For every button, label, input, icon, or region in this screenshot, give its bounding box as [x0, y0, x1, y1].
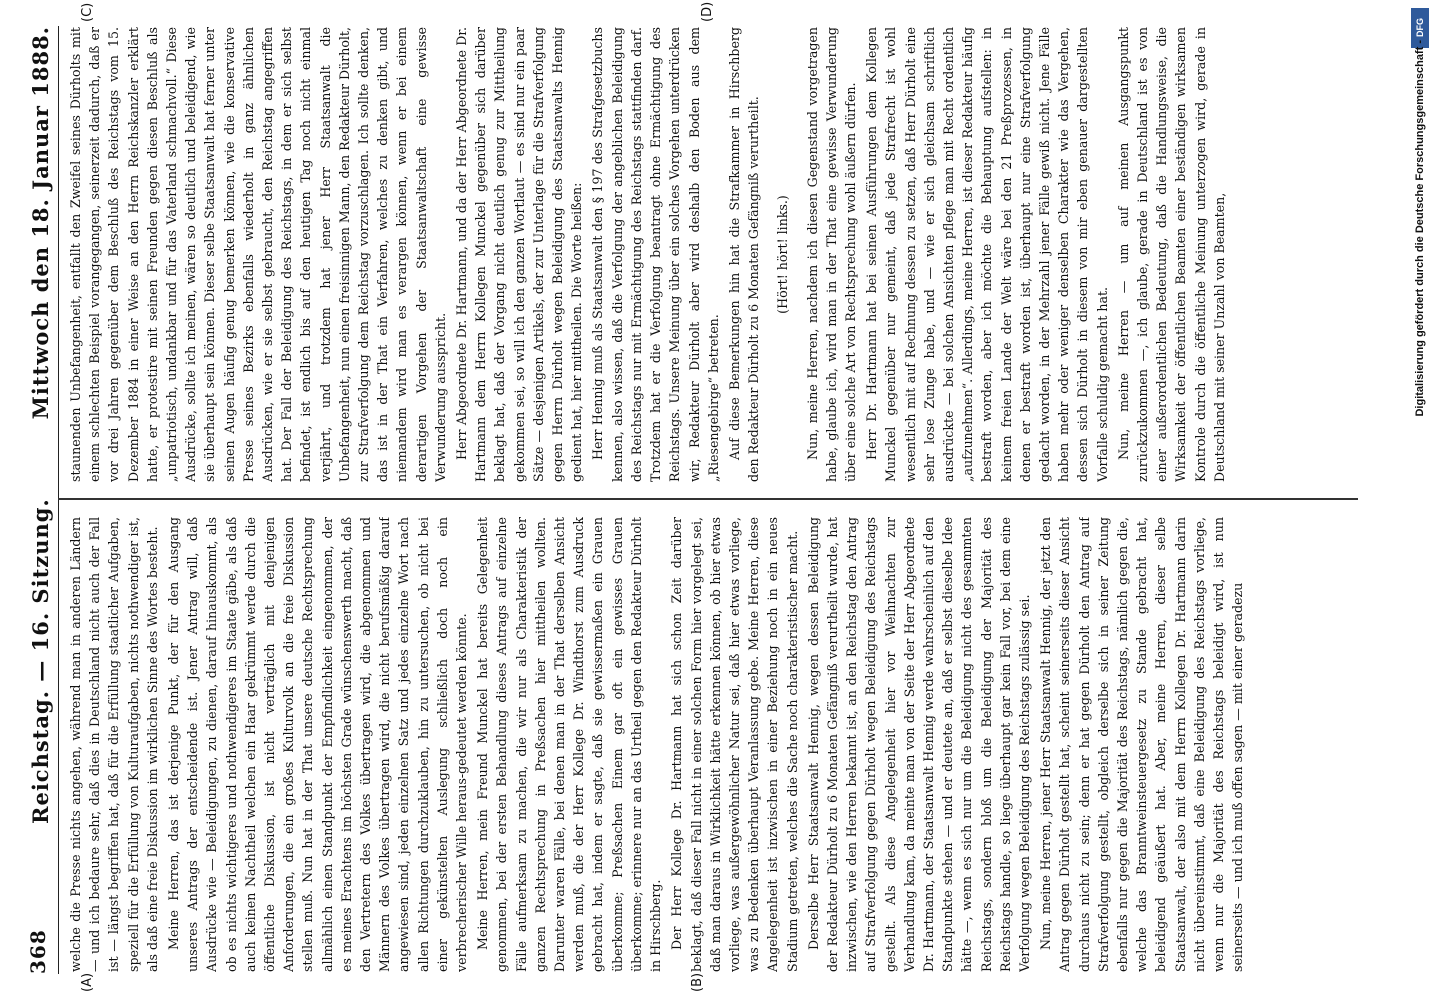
interjection: (Hört! hört! links.)	[775, 195, 791, 314]
paragraph: Meine Herren, das ist derjenige Punkt, der für den Ausgang unseres Antrags der entscheidende ist. Jener Antrag will, daß Ausdrücke wie — Beleidigungen, zu dienen, darauf hinauskommt, als ob es nichts wichtigeres und nothwendigeres im Staate gäbe, als daß auch keinen Nachtheil welchen ein Haar gekrümmt werde durch die öffentliche Diskussion, ist nicht verträglich mit denjenigen Anforderungen, die ein großes Kulturvolk an die freie Diskussion stellen muß. Nun hat in der That unsere deutsche Rechtsprechung allmählich einen Standpunkt der Empfindlichkeit eingenommen, der es meines Erachtens im höchsten Grade wünschenswerth macht, daß den Vertretern des Volkes übertragen wird, die abgenommen und Männern des Volkes übertragen wird, die nicht berufsmäßig darauf angewiesen sind, jeden einzelnen Satz und jedes einzelne Wort nach allen Richtungen durchzuklauben, hin zu untersuchen, ob nicht bei einer gekünstelten Auslegung schließlich doch noch ein verbrecherischer Wille heraus-gedeutet werden könnte.	[166, 517, 470, 972]
margin-marker-d: (D)	[700, 1, 715, 22]
margin-marker-c: (C)	[80, 2, 95, 22]
paragraph: Auf diese Bemerkungen hin hat die Strafkammer in Hirschberg den Redakteur Dürholt zu 6 Monaten Gefängniß verurtheilt.	[726, 27, 762, 482]
dfg-logo: DFG	[1411, 8, 1429, 48]
paragraph: Nun, meine Herren, jener Herr Staatsanwalt Hennig, der jetzt den Antrag gegen Dürholt gestellt hat, scheint seinerseits dieser Ansicht durchaus nicht zu sein; denn er hat gegen Dürholt den Antrag auf Strafverfolgung gestellt, obgleich derselbe sich in seiner Zeitung ebenfalls nur gegen die Majorität des Reichstags, nämlich gegen die, welche das Branntweinsteuergesetz zu Stande gebracht hat, beleidigend geäußert hat. Aber, meine Herren, dieser selbe Staatsanwalt, der also mit dem Herrn Kollegen Dr. Hartmann darin nicht übereinstimmt, daß eine Beleidigung des Reichstags vorliege, wenn nur die Majorität des Reichstags beleidigt wird, ist nun seinerseits — und ich muß offen sagen — mit einer geradezu	[1038, 517, 1246, 972]
paragraph: Nun, meine Herren, nachdem ich diesen Gegenstand vorgetragen habe, glaube ich, wird man in der That eine gewisse Verwunderung über eine solche Art von Rechtsprechung wohl äußern dürfen.	[804, 27, 858, 482]
paragraph: Nun, meine Herren — um auf meinen Ausgangspunkt zurückzukommen —, ich glaube, gerade in Deutschland ist es von einer außerordentlichen Bedeutung, daß die Handlungsweise, die Wirksamkeit der öffentlichen Beamten einer beständigen wirksamen Kontrole durch die öffentliche Meinung unterzogen wird, gerade in Deutschland mit seiner Unzahl von Beamten,	[1115, 27, 1227, 482]
paragraph: Herr Dr. Hartmann hat bei seinen Ausführungen dem Kollegen Munckel gegenüber nur gemeint, daß jede Strafrecht ist wohl wesentlich mit auf Rechnung dessen zu setzen, daß Herr Dürholt eine sehr lose Zunge habe, und — wie er sich gleichsam schriftlich ausdrückte — bei solchen Ansichten pflege man mit Recht ordentlich „aufzunehmen“. Allerdings, meine Herren, ist dieser Redakteur häufig bestraft worden, aber ich möchte die Behauptung aufstellen: in keinem freien Lande der Welt wäre bei den 21 Preßprozessen, in denen er bestraft worden ist, überhaupt nur eine Strafverfolgung gedacht worden, in der Mehrzahl jener Fälle gewiß nicht. Jene Fälle haben mehr oder weniger denselben Charakter wie das Vergehen, dessen sich Dürholt in diesem von mir eben genauer dargestellten Vorfalle schuldig gemacht hat.	[864, 27, 1110, 482]
digitization-credit	[1408, 0, 1432, 1000]
paragraph: staunenden Unbefangenheit, entfallt den Zweifel seines Dürholts mit einem schlechten Beispiel vorangegangen, seinerzeit dadurch, daß er vor drei Jahren gegenüber dem Beschluß des Reichstags vom 15. Dezember 1884 in einer Weise an den Herrn Reichskanzler erklärt hatte, er protestire mit seinen Freunden gegen diesen Beschluß als „unpatriotisch, undankbar und für das Vaterland schmachvoll.“ Diese Ausdrücke, sollte ich meinen, wären so deutlich und beleidigend, wie sie überhaupt sein können. Dieser selbe Staatsanwalt hat ferner unter seinen Augen häufig genug bemerken können, wie die konservative Presse seines Bezirks ebenfalls wiederholt in ganz ähnlichen Ausdrücken, wie er sie selbst gebraucht, den Reichstag angegriffen hat. Der Fall der Beleidigung des Reichstags, in dem er sich selbst befindet, ist endlich bis auf den heutigen Tag noch nicht einmal verjährt, und trotzdem hat jener Herr Staatsanwalt die Unbefangenheit, nun einen freisinnigen Mann, den Redakteur Dürholt, zur Strafverfolgung dem Reichstag vorzuschlagen. Ich sollte denken, das ist in der That ein Verfahren, welches zu denken gibt, und niemandem wird man es verargen können, wenn er bei einem derartigen Vorgehen der Staatsanwaltschaft eine gewisse Verwunderung ausspricht.	[68, 27, 448, 482]
margin-marker-a: (A)	[80, 972, 95, 992]
paragraph: welche die Presse nichts angehen, während man in anderen Ländern — und ich bedaure sehr, daß dies in Deutschland nicht auch der Fall ist — längst begriffen hat, daß für die Erfüllung staatlicher Aufgaben, speziell für die Erfüllung von Kulturaufgaben, nichts nothwendiger ist, als daß eine freie Diskussion im wirklichen Sinne des Wortes besteht.	[68, 517, 160, 972]
credit-text: Digitalisierung gefördert durch die Deutsche Forschungsgemeinschaft -	[1414, 40, 1426, 417]
page-number: 368	[26, 929, 50, 974]
right-column	[66, 27, 1356, 482]
paragraph: Der Herr Kollege Dr. Hartmann hat sich schon Zeit darüber beklagt, daß dieser Fall nicht in einer solchen Form hier vorgelegt sei, daß man daraus in Wirklichkeit hätte erkennen können, ob hier etwas vorliege, was außergewöhnlicher Natur sei, daß hier etwas vorliege, was zu Bedenken überhaupt Veranlassung gebe. Meine Herren, diese Angelegenheit ist inzwischen in einer Beziehung noch in ein neues Stadium getreten, welches die Sache noch charakteristischer macht.	[669, 517, 800, 972]
header-date: Mittwoch den 18. Januar 1888.	[28, 26, 53, 420]
paragraph: Herr Abgeordnete Dr. Hartmann, und da der Herr Abgeordnete Dr. Hartmann dem Herrn Kollegen Munckel gegenüber sich darüber beklagt hat, daß der Vorgang nicht deutlich genug zur Mittheilung gekommen sei, so will ich den ganzen Wortlaut — es sind nur ein paar Sätze — desjenigen Artikels, der zur Unterlage für die Strafverfolgung gegen Herrn Dürholt wegen Beleidigung des Staatsanwalts Hennig gedient hat, hier mittheilen. Die Worte heißen:	[454, 27, 585, 482]
paragraph: Meine Herren, mein Freund Munckel hat bereits Gelegenheit genommen, bei der ersten Behandlung dieses Antrags auf einzelne Fälle aufmerksam zu machen, die wir nur als Charakteristik der ganzen Rechtsprechung in Preßsachen hier mittheilen wollten. Darunter waren Fälle, bei denen man in der That derselben Ansicht werden muß, die der Herr Kollege Dr. Windthorst zum Ausdruck gebracht hat, indem er sagte, daß sie gewissermaßen ein Grauen überkomme; Preßsachen Einem gar oft ein gewisses Grauen überkomme; erinnere nur an das Urtheil gegen den Redakteur Dürholt in Hirschberg.	[475, 517, 664, 972]
column-divider	[58, 499, 1358, 501]
header-title: Reichstag. — 16. Sitzung.	[28, 498, 53, 824]
quoted-paragraph: Herr Hennig muß als Staatsanwalt den § 197 des Strafgesetzbuchs kennen, also wissen, daß die Verfolgung der angeblichen Beleidigung des Reichstags nur mit Ermächtigung des Reichstags stattfinden darf. Trotzdem hat er die Verfolgung beantragt ohne Ermächtigung des Reichstags. Unsere Meinung über ein solches Vorgehen unterdrücken wir, Redakteur Dürholt aber wird deshalb den Boden aus dem „Riesengebirge“ betreten.	[590, 27, 721, 482]
left-column	[66, 517, 1356, 972]
paragraph: Derselbe Herr Staatsanwalt Hennig, wegen dessen Beleidigung der Redakteur Dürholt zu 6 Monaten Gefängniß verurtheilt wurde, hat inzwischen, wie den Herren bekannt ist, an den Reichstag den Antrag auf Strafverfolgung gegen Dürholt wegen Beleidigung des Reichstags gestellt. Als diese Angelegenheit hier vor Weihnachten zur Verhandlung kam, da meinte man von der Seite der Herr Abgeordnete Dr. Hartmann, der Staatsanwalt Hennig werde wahrscheinlich auf den Standpunkte stehen — und er deutete an, daß er selbst dieselbe Idee hätte —, wenn es sich nur um die Beleidigung nicht des gesammten Reichstags, sondern bloß um die Beleidigung der Majorität des Reichstags handle, so liege überhaupt gar kein Fall vor, bei dem eine Verfolgung wegen Beleidigung des Reichstags zulässig sei.	[805, 517, 1032, 972]
page-header	[18, 26, 59, 974]
margin-marker-b: (B)	[690, 972, 705, 992]
